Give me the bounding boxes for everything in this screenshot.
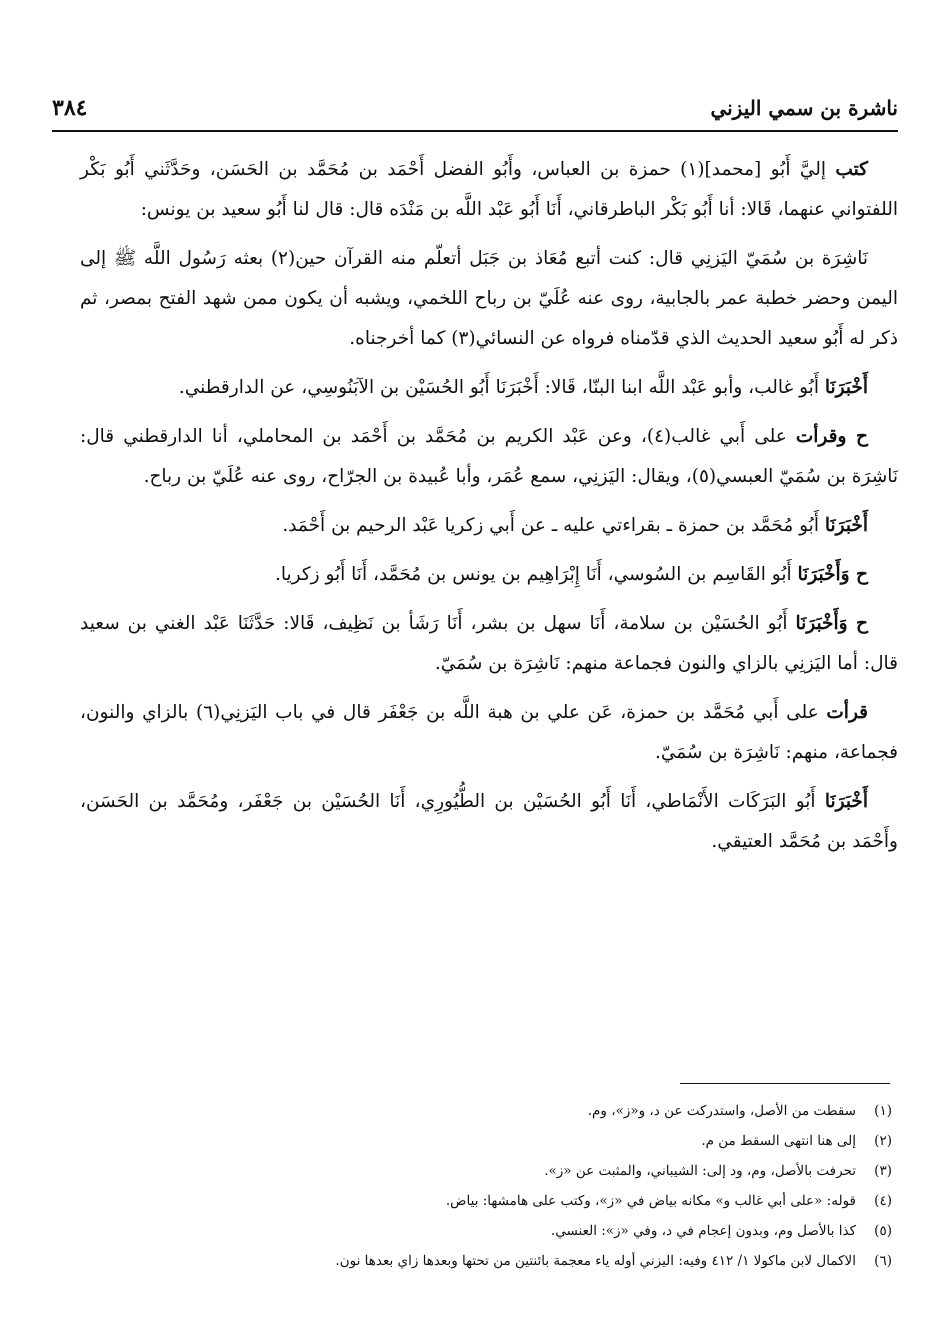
paragraph-lead: قرأت (826, 702, 868, 723)
paragraph-6 (80, 555, 898, 595)
footnote-number: (٣) (874, 1163, 892, 1179)
paragraph-lead: ح وَأَخْبَرَنَا (797, 564, 868, 585)
paragraph-2 (80, 239, 898, 359)
paragraph-text: أَبُو الحُسَيْن بن سلامة، أَنَا سهل بن بشر، أَنَا رَشَأ بن نَظِيف، قَالا: حَدَّثَنَا عَبْد الغني بن سعيد قال: أما اليَزنِي بالزاي والنون فجماعة منهم: نَاشِرَة بن سُمَيّ. (80, 613, 898, 674)
paragraph-lead: أَخْبَرَنَا (824, 791, 868, 812)
paragraph-text: أَبُو غالب، وأبو عَبْد اللَّه ابنا البنّا، قَالا: أَخْبَرَنَا أَبُو الحُسَيْن بن الآبَنُوسِي، عن الدارقطني. (178, 377, 825, 398)
paragraph-text: على أَبي مُحَمَّد بن حمزة، عَن علي بن هبة اللَّه بن جَعْفَر قال في باب اليَزنِي(٦) بالزاي والنون، فجماعة، منهم: نَاشِرَة بن سُمَيّ. (80, 702, 898, 763)
footnote-text: إلى هنا انتهى السقط من م. (701, 1133, 856, 1149)
footnote-number: (٢) (874, 1133, 892, 1149)
footnote (80, 1126, 892, 1156)
footnote-text: سقطت من الأصل، واستدركت عن د، و«ز»، وم. (587, 1103, 856, 1119)
paragraph-8 (80, 693, 898, 773)
footnote-number: (٤) (874, 1193, 892, 1209)
header-rule (52, 130, 898, 132)
paragraph-lead: كتب (835, 159, 868, 180)
paragraph-7 (80, 604, 898, 684)
paragraph-text: أَبُو البَرَكَات الأَنْمَاطي، أَنَا أَبُو الحُسَيْن بن الطُّيُورِي، أَنَا الحُسَيْن بن جَعْفَر، ومُحَمَّد بن الحَسَن، وأَحْمَد بن مُحَمَّد العتيقي. (80, 791, 898, 852)
footnote-text: تحرفت بالأصل، وم، ود إلى: الشيباني، والمثبت عن «ز». (544, 1163, 856, 1179)
footnote-number: (٦) (874, 1253, 892, 1269)
paragraph-text: نَاشِرَة بن سُمَيّ اليَزنِي قال: كنت أتبع مُعَاذ بن جَبَل أتعلّم منه القرآن حين(٢) بعثه رَسُول اللَّه ﷺ إلى اليمن وحضر خطبة عمر بالجابية، روى عنه عُلَيّ بن رباح اللخمي، ويشبه أن يكون ممن شهد الفتح بمصر، ثم ذكر له أَبُو سعيد الحديث الذي قدّمناه فرواه عن النسائي(٣) كما أخرجناه. (80, 248, 898, 349)
footnote (80, 1246, 892, 1276)
footnote-text: الاكمال لابن ماكولا ١/ ٤١٢ وفيه: اليزني أوله ياء معجمة بائنتين من تحتها وبعدها زاي بعدها نون. (335, 1253, 856, 1269)
footnotes (80, 1096, 892, 1276)
running-title: ناشرة بن سمي اليزني (710, 96, 898, 120)
paragraph-4 (80, 417, 898, 497)
paragraph-1 (80, 150, 898, 230)
paragraph-text: أَبُو القَاسِم بن السُوسي، أَنَا إِبْرَاهِيم بن يونس بن مُحَمَّد، أَنَا أَبُو زكريا. (274, 564, 798, 585)
paragraph-3 (80, 368, 898, 408)
footnote-text: قوله: «على أبي غالب و» مكانه بياض في «ز»، وكتب على هامشها: بياض. (445, 1193, 856, 1209)
paragraph-text: على أَبي غالب(٤)، وعن عَبْد الكريم بن مُحَمَّد بن أَحْمَد بن المحاملي، أنا الدارقطني قال: نَاشِرَة بن سُمَيّ العبسي(٥)، ويقال: اليَزنِي، سمع عُمَر، وأبا عُبيدة بن الجرّاح، روى عنه عُلَيّ بن رباح. (80, 426, 898, 487)
paragraph-lead: أَخْبَرَنَا (824, 515, 868, 536)
footnote-number: (١) (874, 1103, 892, 1119)
page-number: ٣٨٤ (52, 95, 88, 121)
body-text (80, 150, 898, 871)
footnote-separator (680, 1083, 890, 1084)
footnote (80, 1216, 892, 1246)
footnote (80, 1156, 892, 1186)
footnote (80, 1186, 892, 1216)
paragraph-text: إليَّ أَبُو [محمد](١) حمزة بن العباس، وأَبُو الفضل أَحْمَد بن مُحَمَّد بن الحَسَن، وحَدَّثَني أَبُو بَكْر اللفتواني عنهما، قَالا: أنا أَبُو بَكْر الباطرقاني، أَنَا أَبُو عَبْد اللَّه بن مَنْدَه قال: قال لنا أَبُو سعيد بن يونس: (80, 159, 898, 220)
footnote-number: (٥) (874, 1223, 892, 1239)
footnote (80, 1096, 892, 1126)
page-header (52, 88, 898, 128)
paragraph-text: أَبُو مُحَمَّد بن حمزة ـ بقراءتي عليه ـ عن أَبي زكريا عَبْد الرحيم بن أَحْمَد. (282, 515, 825, 536)
paragraph-9 (80, 782, 898, 862)
paragraph-lead: ح وَأَخْبَرَنَا (795, 613, 868, 634)
footnote-text: كذا بالأصل وم، وبدون إعجام في د، وفي «ز»: العنسي. (550, 1223, 856, 1239)
paragraph-lead: أَخْبَرَنَا (824, 377, 868, 398)
paragraph-lead: ح وقرأت (795, 426, 868, 447)
paragraph-5 (80, 506, 898, 546)
